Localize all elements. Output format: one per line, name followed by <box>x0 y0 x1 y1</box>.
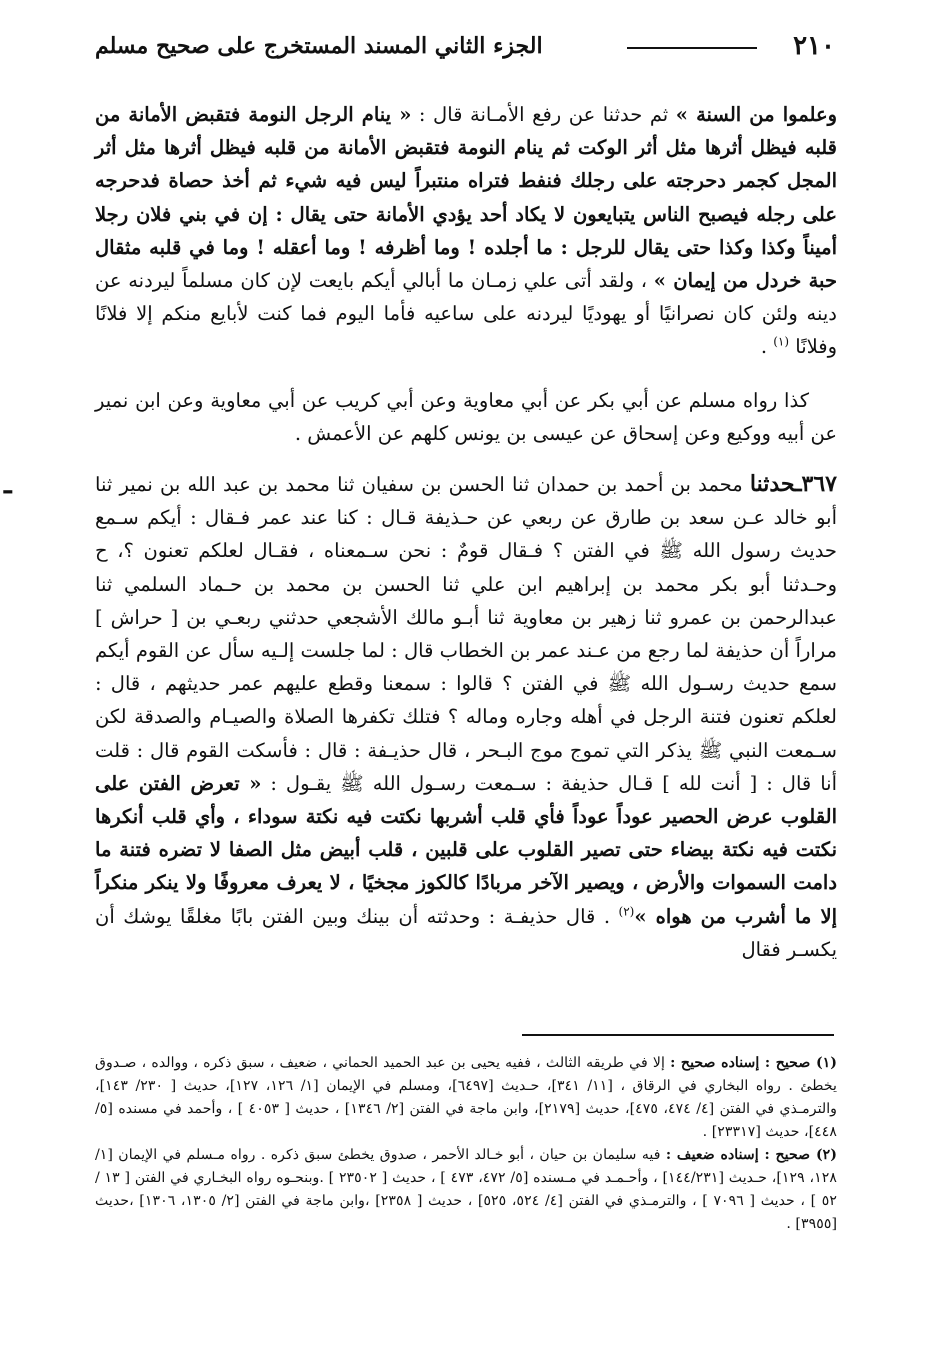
hadith-matn: « تعرض الفتن على القلوب عرض الحصير عوداً عوداً فأي قلب أشربها نكتت فيه نكتة سوداء ، وأي قلب أنكرها نكتت فيه نكتة بيضاء حتى تصير القلوب على قلبين ، قلب أبيض مثل الصفا لا تضره فتنة ما دامت السموات والأرض ، ويصير الآخر مربادًا كالكوز مجخيًا ، لا يعرف معروفًا ولا ينكر منكراً إلا ما أشرب من هواه » <box>95 771 837 928</box>
margin-mark: ـ <box>4 470 12 500</box>
paragraph-hadith-367 <box>95 468 837 966</box>
footnote-separator <box>522 1034 834 1036</box>
footnote-1 <box>95 1052 837 1144</box>
footnote-label: (٢) صحيح : إسناده ضعيف : <box>665 1147 837 1163</box>
paragraph-amanah-hadith <box>95 98 837 364</box>
footnote-label: (١) صحيح : إسناده صحيح : <box>670 1055 838 1071</box>
paragraph-takhrij: كذا رواه مسلم عن أبي بكر عن أبي معاوية وعن أبي كريب عن أبي معاوية وعن ابن نمير عن أبيه ووكيع وعن إسحاق عن عيسى بن يونس كلهم عن الأعمش . <box>95 388 837 445</box>
main-text <box>95 98 837 966</box>
sentence-end: . <box>760 335 774 359</box>
footnote-text: إلا في طريقه الثالث ، ففيه يحيى بن عبد الحميد الحماني ، ضعيف ، سبق ذكره ، ووالده ، صـدوق يخطئ . رواه البخاري في الرقاق ، [١١/ ٣٤١]، حـديث [٦٤٩٧]، ومسلم في الإيمان [١/ ١٢٦، ١٢٧]، حديث [ ٢٣٠/ ١٤٣]، والترمـذي في الفتن [٤/ ٤٧٤، ٤٧٥]، حديث [٢١٧٩]، وابن ماجة في الفتن [٢/ ١٣٤٦] ، حديث [ ٤٠٥٣ ] ، وأحمد في مسنده [٥/ ٤٤٨]، حديث [٢٣٣١٧] . <box>95 1055 838 1140</box>
narration-text: ثم حدثنا عن رفع الأمـانة قال : <box>411 103 676 126</box>
page-header <box>95 28 835 78</box>
hadith-matn: « ينام الرجل النومة فتقبض الأمانة من قلبه فيظل أثرها مثل أثر الوكت ثم ينام النومة فتقبض الأمانة من قلبه فيظل أثرها مثل أثر المجل كجمر دحرجته على رجلك فنفط فتراه منتبراً ليس فيه شيء ثم أخذ حصاة فدحرجه على رجله فيصبح الناس يتبايعون لا يكاد أحد يؤدي الأمانة حتى يقال : إن في بني فلان رجلا أميناً وكذا وكذا حتى يقال للرجل : ما أجلده ! وما أظرفه ! وما أعقله ! وما في قلبه مثقال حبة خردل من إيمان » <box>95 103 838 293</box>
hadith-number: ٣٦٧ـ <box>795 471 837 498</box>
footnote-text: فيه سليمان بن حيان ، أبو خـالد الأحمر ، صدوق يخطئ سبق ذكره . رواه مـسلم في الإيمان [١/ ١٢٨، ١٢٩]، حـديث [١٤٤/٢٣١] ، وأحـمـد في مـسنده [٥/ ٤٧٢، ٤٧٣ ] ، حديث [ ٢٣٥٠٢ ] .وبنحـوه رواه البخـاري في الفتن [ ١٣ / ٥٢ ] ، حديث [ ٧٠٩٦ ] ، والترمـذي في الفتن [٤/ ٥٢٤، ٥٢٥] ، حديث [ ٢٣٥٨] ،وابن ماجة في الفتن [٢/ ١٣٠٥، ١٣٠٦] ،حديث [٣٩٥٥] . <box>95 1147 838 1232</box>
header-rule <box>627 47 757 49</box>
narration-text: . قال حذيفـة : وحدثته أن بينك وبين الفتن بابًا مغلقًا يوشك أن يكسـر فقال <box>95 904 837 961</box>
footnote-ref-2[interactable]: (٢) <box>618 904 635 919</box>
bold-phrase: وعلموا من السنة » <box>675 103 837 126</box>
isnad-text: محمد بن أحمد بن حمدان ثنا الحسن بن سفيان ثنا محمد بن عبد الله بن نمير ثنا أبو خالد عـن سعد بن طارق عن ربعي عن حـذيفة قـال : كنا عند عمر فـقال : أيكم سـمع حديث رسول الله ﷺ في الفتن ؟ فـقال قومٌ : نحن سـمعناه ، فقـال لعلكم تعنون ؟، ح وحـدثنا أبو بكر محمد بن إبراهيم ابن علي ثنا الحسن بن محمد بن حـماد السلمي ثنا عبدالرحمن بن عمرو ثنا زهير بن معاوية ثنا أبـو مالك الأشجعي حدثني ربعـي بن [ حراش ] مراراً أن حذيفة لما رجع من عـند عمر بن الخطاب قال : لما جلست إلـيه سأل عن القوم أيكم سمع حديث رسـول الله ﷺ في الفتن ؟ قالوا : سمعنا وقطع عليهم عمر حديثهم ، قال : لعلكم تعنون فتنة الرجل في أهله وجاره وماله ؟ فتلك تكفرها الصلاة والصيـام والصدقة لكن سـمعت النبي ﷺ يذكر التي تموج موج البـحر ، قال حذيـفة : قال : فأسكت القوم قال : قلت أنا قال : [ أنت لله ] قـال حذيفة : سـمعت رسـول الله ﷺ يقـول : <box>95 473 837 795</box>
running-title: الجزء الثاني المسند المستخرج على صحيح مسلم <box>95 33 543 59</box>
footnote-ref-1[interactable]: (١) <box>773 334 790 349</box>
page-number: ٢١٠ <box>793 31 835 61</box>
footnote-2 <box>95 1144 837 1236</box>
footnotes <box>95 1052 837 1236</box>
haddathana-word: حدثنا <box>749 471 796 498</box>
narration-text: ، ولقد أتى علي زمـان ما أبالي أيكم بايعت لإن كان مسلماً ليردنه عن دينه ولئن كان نصرانيًا أو يهوديًا ليردنه على ساعيه فأما اليوم فما كنت لأبايع منكم إلا فلانًا وفلانًا <box>95 269 837 359</box>
